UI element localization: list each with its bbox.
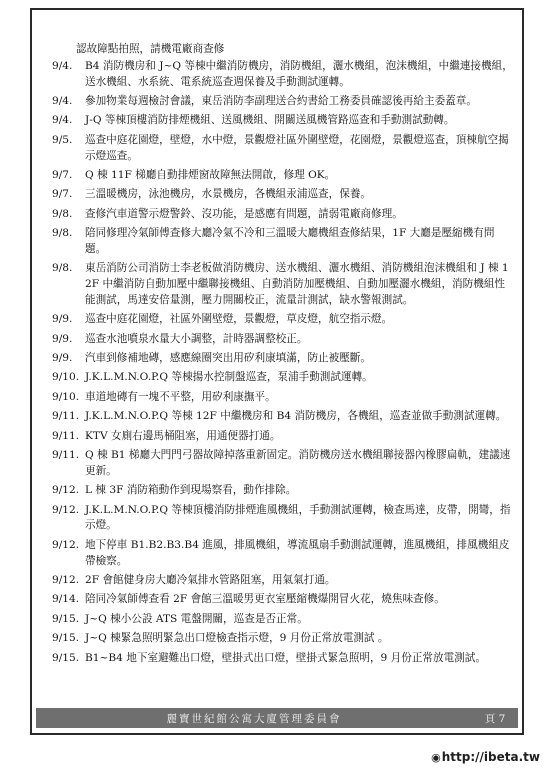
entry-date: 9/15. bbox=[52, 632, 80, 645]
entry-date: 9/5. bbox=[52, 133, 73, 146]
continuation-line: 認故障點拍照，請機電廠商查修 bbox=[76, 43, 225, 55]
log-entry bbox=[52, 370, 514, 386]
entry-date: 9/9. bbox=[52, 352, 73, 365]
entry-text: 車道地磚有一塊不平整，用矽利康撫平。 bbox=[85, 390, 276, 403]
entry-text: J.K.L.M.N.O.P.Q 等棟 12F 中繼機房和 B4 消防機房，各機組，巡查並做手動測試運轉。 bbox=[85, 410, 507, 423]
log-entry bbox=[52, 631, 514, 647]
entry-date: 9/8. bbox=[52, 262, 73, 275]
entry-text: 汽車到修補地磚，感應線圈突出用矽利康填滿，防止被壓斷。 bbox=[85, 352, 372, 365]
entry-text: L 棟 3F 消防箱動作到現場察看，動作排除。 bbox=[85, 484, 297, 497]
entry-text: 東岳消防公司消防士李老板做消防機房、送水機組、灑水機組、消防機組泡沫機組和 J 棟 12F 中繼消防自動加壓中繼聯接機組、自動消防加壓機組、自動加壓灑水機組，消防機組性能測試，馬達安倍量測，壓力開關校正，流量計測試，缺水警報測試。 bbox=[85, 262, 509, 306]
entry-text: J~Q 棟緊急照明緊急出口燈檢查指示燈，9 月份正常放電測試 。 bbox=[85, 632, 389, 645]
entry-date: 9/10. bbox=[52, 390, 80, 403]
log-entry bbox=[52, 573, 514, 589]
globe-icon: ◉ bbox=[431, 751, 441, 764]
log-entry bbox=[52, 429, 514, 445]
log-entry bbox=[52, 592, 514, 608]
log-entry bbox=[52, 351, 514, 367]
entry-date: 9/7. bbox=[52, 168, 73, 181]
log-entry bbox=[52, 538, 514, 570]
log-entry bbox=[52, 261, 514, 308]
log-entry bbox=[52, 94, 514, 110]
entry-text: 查修汽車道警示燈警鈴、沒功能，是感應有問題，請弱電廠商修理。 bbox=[85, 207, 403, 220]
entry-date: 9/9. bbox=[52, 313, 73, 326]
entry-text: 2F 會館健身房大廳冷氣排水管路阻塞，用氣氣打通。 bbox=[85, 573, 336, 586]
entry-date: 9/4. bbox=[52, 114, 73, 127]
entry-text: 陪同冷氣師傅查看 2F 會館三溫暖男更衣室壓縮機爆開冒火花，燒焦味查修。 bbox=[85, 593, 445, 606]
entry-date: 9/12. bbox=[52, 503, 80, 516]
entry-date: 9/12. bbox=[52, 538, 80, 551]
site-watermark bbox=[429, 750, 542, 764]
log-entry bbox=[52, 612, 514, 628]
entry-date: 9/4. bbox=[52, 94, 73, 107]
entry-date: 9/10. bbox=[52, 371, 80, 384]
entry-date: 9/14. bbox=[52, 593, 80, 606]
log-entry bbox=[52, 503, 514, 535]
entry-date: 9/11. bbox=[52, 429, 80, 442]
entry-date: 9/12. bbox=[52, 573, 80, 586]
log-entry bbox=[52, 207, 514, 223]
entry-list bbox=[52, 59, 514, 667]
log-entry bbox=[52, 187, 514, 203]
watermark-text: http://ibeta.tw bbox=[441, 750, 540, 764]
log-entry bbox=[52, 168, 514, 184]
report-body bbox=[52, 42, 514, 670]
log-entry bbox=[52, 59, 514, 91]
entry-text: B1~B4 地下室避難出口燈，壁掛式出口燈，壁掛式緊急照明，9 月份正常放電測試。 bbox=[85, 651, 486, 664]
log-entry bbox=[52, 651, 514, 667]
entry-date: 9/11. bbox=[52, 449, 80, 462]
entry-text: 陪同修理冷氣師傅查修大廳冷氣不冷和三溫暖大廳機組查修結果，1F 大廳是壓縮機有問題。 bbox=[85, 227, 495, 255]
log-entry bbox=[52, 312, 514, 328]
log-entry bbox=[52, 390, 514, 406]
entry-date: 9/8. bbox=[52, 227, 73, 240]
entry-text: 三溫暖機房，泳池機房，水景機房，各機組汞浦巡查，保養。 bbox=[85, 188, 372, 201]
entry-text: J~Q 棟小公設 ATS 電盤開關，巡查是否正常。 bbox=[85, 612, 308, 625]
entry-date: 9/11. bbox=[52, 410, 80, 423]
entry-date: 9/15. bbox=[52, 612, 80, 625]
entry-text: 地下停車 B1.B2.B3.B4 進風，排風機組，導流風扇手動測試運轉，進風機組，排風機組皮帶檢察。 bbox=[85, 538, 510, 567]
entry-text: 巡查中庭花園燈，壁燈，水中燈，景觀燈社區外圍壁燈，花園燈，景觀燈巡查，頂棟航空揭示燈巡查。 bbox=[85, 133, 509, 162]
log-entry bbox=[52, 448, 514, 480]
page-number: 頁 7 bbox=[484, 712, 506, 725]
entry-text: J-Q 等棟頂樓消防排煙機組、送風機組、開關送風機管路巡查和手動測試動轉。 bbox=[85, 114, 455, 127]
entry-date: 9/9. bbox=[52, 332, 73, 345]
entry-date: 9/8. bbox=[52, 207, 73, 220]
entry-text: 巡查水池噴泉水量大小調整，計時器調整校正。 bbox=[85, 332, 308, 345]
log-entry bbox=[52, 113, 514, 129]
entry-text: 巡查中庭花園燈，社區外圍壁燈，景觀燈，草皮燈，航空指示燈。 bbox=[85, 313, 393, 326]
entry-date: 9/15. bbox=[52, 651, 80, 664]
entry-text: J.K.L.M.N.O.P.Q 等棟頂樓消防排煙進風機組，手動測試運轉，檢查馬達，皮帶，開彎，指示燈。 bbox=[85, 503, 511, 532]
log-entry bbox=[52, 226, 514, 258]
entry-text: Q 棟 11F 梯廳自動排煙窗故障無法開啟，修理 OK。 bbox=[85, 168, 336, 181]
entry-text: B4 消防機房和 J~Q 等棟中繼消防機房，消防機組，灑水機組，泡沫機組，中繼連接機組，送水機組、水系統、電系統巡查週保養及手動測試運轉。 bbox=[85, 59, 513, 88]
footer-organization: 麗寶世紀館公寓大廈管理委員會 bbox=[166, 712, 342, 725]
entry-date: 9/4. bbox=[52, 59, 73, 72]
entry-text: KTV 女廁右邊馬桶阻塞，用通便器打通。 bbox=[85, 429, 281, 442]
entry-date: 9/12. bbox=[52, 484, 80, 497]
log-entry bbox=[52, 409, 514, 425]
footer-bar bbox=[36, 708, 518, 728]
entry-date: 9/7. bbox=[52, 188, 73, 201]
log-entry bbox=[52, 483, 514, 499]
log-entry bbox=[52, 332, 514, 348]
log-entry bbox=[52, 133, 514, 165]
entry-text: J.K.L.M.N.O.P.Q 等棟揚水控制盤巡查，泵浦手動測試運轉。 bbox=[85, 371, 373, 384]
entry-text: Q 棟 B1 梯廳大門門弓器故障掉落重新固定。消防機房送水機組聯接器內橡膠扁軌，建議速更新。 bbox=[85, 449, 511, 477]
entry-text: 參加物業每週檢討會議，東岳消防李副理送合約書給工務委員確認後再給主委蓋章。 bbox=[85, 94, 477, 107]
